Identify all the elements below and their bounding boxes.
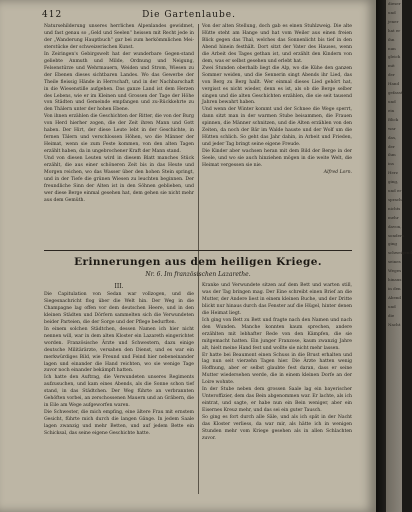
bottom-left-column <box>44 292 194 498</box>
paragraph: Und wenn der Winter kommt und der Schnee die Wege sperrt, dann sitzt man in der warmen Stube beisammen, die Frauen spinnen, die Männer schnitzen, und die Alten erzählen von den Zeiten, da noch der Bär im Walde hauste und der Wolf um die Hütten schlich. So geht das Jahr dahin, in Arbeit und Frieden, und jeder Tag bringt seine eigene Freude. <box>202 107 352 148</box>
paragraph: In Zeiringen's Gebirgswelt hat der wunderbare Gegen-stand geliebte Anmuth und Milde, Ordnung und Neigung, Felsenstürze und Wehrmauern, Weiden und Strom, Wiesen zu der Ebenen dieses sichtbaren Landes. Wo das Gewerbe der Theile fleissig Hände in Herrschaft, und in der Nachbarschaft in die Wiesenstille aufgehen. Das ganze Land ist dem Herzen des Lebens, wie er im Kleinen und Grossen der Tage der Höhe von Städten und Gemeinde empfangen und zu-Rückkehrte zu den Thälern unter der hohen Ebene. <box>44 51 194 113</box>
paragraph: In der Stube neben dem grossen Saale lag ein bayerischer Unteroffizier, dem das Bein abgenommen war. Er lachte, als ich eintrat, und sagte, er habe nun ein Bein weniger, aber ein Eisernes Kreuz mehr, und das sei ein guter Tausch. <box>202 387 352 414</box>
author-signature: Alfred Lorn. <box>323 170 352 176</box>
paragraph: Er hatte bei Beaumont einen Schuss in die Brust erhalten und lag nun seit vierzehn Tagen hier. Die Ärzte hatten wenig Hoffnung, aber er selbst glaubte fest daran, dass er seine Mutter wiedersehen werde, die in einem kleinen Dorfe an der Loire wohnte. <box>202 352 352 386</box>
top-right-column <box>202 24 352 246</box>
paragraph: Zwei Stunden oberhalb liegt die Alp, wo die Kühe den ganzen Sommer weiden, und die Sennerin singt Abends ihr Lied, das von Berg zu Berg hallt. Wer einmal dieses Lied gehört hat, vergisst es nicht wieder, denn es ist, als ob die Berge selber singen und die alten Geschichten erzählen, die sie seit tausend Jahren bewahrt haben. <box>202 65 352 106</box>
article-title: Erinnerungen aus dem heiligen Kriege. <box>74 256 322 268</box>
top-left-column <box>44 24 194 246</box>
paragraph: Von ihnen erzählen die Geschichten der Ritter, die von der Burg von Herd hierher zogen, die der Zeit ihren Mann und Gott haben. Der Hirt, der diese Leute lebt in der Geschichte, in fernen Tälern und verschlossen Höhen, wo die Männer der Heimat, wenn sie zum Feste kommen, von den alten Tagen erzählt haben, da in ungebrochener Kraft der Mann stand. <box>44 114 194 155</box>
paragraph: Ich ging von Bett zu Bett und fragte nach den Namen und nach den Wunden. Manche konnten kaum sprechen, andere erzählten mit lebhafter Rede von den Kämpfen, die sie mitgemacht hatten. Ein junger Franzose, kaum zwanzig Jahre alt, hielt meine Hand fest und wollte sie nicht mehr lassen. <box>202 317 352 351</box>
paragraph: Von der alten Stellung, doch gab es einen Stuhlzweig. Die alte Hütte steht am Hange und hat vom Weiler aus einen freien Blick gegen das Thal, welches das Sonnenlicht bis tief in den Abend hinein festhält. Dort sitzt der Vater des Hauses, wenn die Arbeit des Tages gethan ist, und erzählt den Kindern von dem, was er selbst gesehen und erlebt hat. <box>202 24 352 64</box>
facing-page-text: dieser und jener hat er ihn nun gleich mit der Hand gefasst, und ein Blick war das, der ihm ins Herz ging, und er sprach nichts mehr davon, sondern ging schweigend seines Weges hinaus in den Abend und die Nacht <box>388 1 412 327</box>
paragraph: Die Kinder aber wachsen heran mit dem Bild der Berge in der Seele, und wo sie auch hinziehen mögen in die weite Welt, die Heimat vergessen sie nie. <box>202 149 352 169</box>
paragraph: Die Capitulation von Sedan war vollzogen, und die Siegesnachricht flog über die Welt hin. Der Weg in die Champagne lag offen vor dem deutschen Heere, und in den kleinen Städten und Dörfern sammelten sich die Verwundeten beider Parteien, die der Sorge und der Pflege bedurften. <box>44 292 194 325</box>
paragraph: So ging es fort durch alle Säle, und als ich spät in der Nacht das Kloster verliess, da war mir, als hätte ich in wenigen Stunden mehr vom Kriege gesehen als in allen Schlachten zuvor. <box>202 415 352 441</box>
paragraph: Kranke und Verwundete sitzen auf dem Bett und warten still, was der Tag bringen mag. Der Eine schreibt einen Brief an die Mutter, der Andere liest in einem kleinen Buche, und der Dritte blickt nur hinaus durch das Fenster auf die Hügel, hinter denen die Heimat liegt. <box>202 283 352 316</box>
article-part: III. <box>114 283 124 290</box>
page-number: 412 <box>42 10 63 20</box>
bottom-right-column <box>202 283 352 498</box>
page-header <box>42 10 336 22</box>
paragraph: In einem solchen Städtchen, dessen Namen ich hier nicht nennen will, war in dem alten Kloster ein Lazareth eingerichtet worden. Französische Ärzte und Schwestern, dazu einige deutsche Militärärzte, versahen den Dienst, und es war ein merkwürdiges Bild, wie Freund und Feind hier nebeneinander lagen und einander die Hand reichten, wo sie wenige Tage zuvor noch einander bekämpft hatten. <box>44 326 194 374</box>
section-rule <box>44 250 352 251</box>
paragraph: Ich hatte den Auftrag, die Verwundeten unseres Regiments aufzusuchen, und kam eines Abends, als die Sonne schon tief stand, in das Städtchen. Der Weg führte an verbrannten Gehöften vorbei, an zerschossenen Mauern und an Gräbern, die in Eile am Wege aufgeworfen waren. <box>44 375 194 409</box>
running-head: Die Gartenlaube. <box>142 10 236 20</box>
paragraph: Natursehilderung unseres herrlichen Alpenlandes gewidmet, und fast genau so „Geld und Seelen“ heissen mit Recht jede in der „Wanderung Hauptbuch“ gar bei zum herkömmlichen Mei-sterstücke der schweizerischen Kunst. <box>44 24 194 50</box>
paragraph: Die Schwester, die mich empfing, eine ältere Frau mit ernstem Gesicht, führte mich durch die langen Gänge. In jedem Saale lagen zwanzig und mehr Betten, und auf jedem Bette ein Schicksal, das seine eigene Geschichte hatte. <box>44 410 194 437</box>
paragraph: Und von diesen Leuten wird in diesem Blatt manches Stück erzählt, die aus einer schöneren Zeit bis in das Heute und Morgen reichen, wo das Wasser über den hohen Stein springt, und in der Tiefe die grünen Wiesen zu leuchten beginnen. Der freundliche Sinn der Alten ist in den Söhnen geblieben, und wer diese Berge einmal gesehen hat, dem gehen sie nicht mehr aus dem Gemüth. <box>44 156 194 203</box>
article-subtitle: Nr. 6. Im französischen Lazarethe. <box>145 271 251 278</box>
